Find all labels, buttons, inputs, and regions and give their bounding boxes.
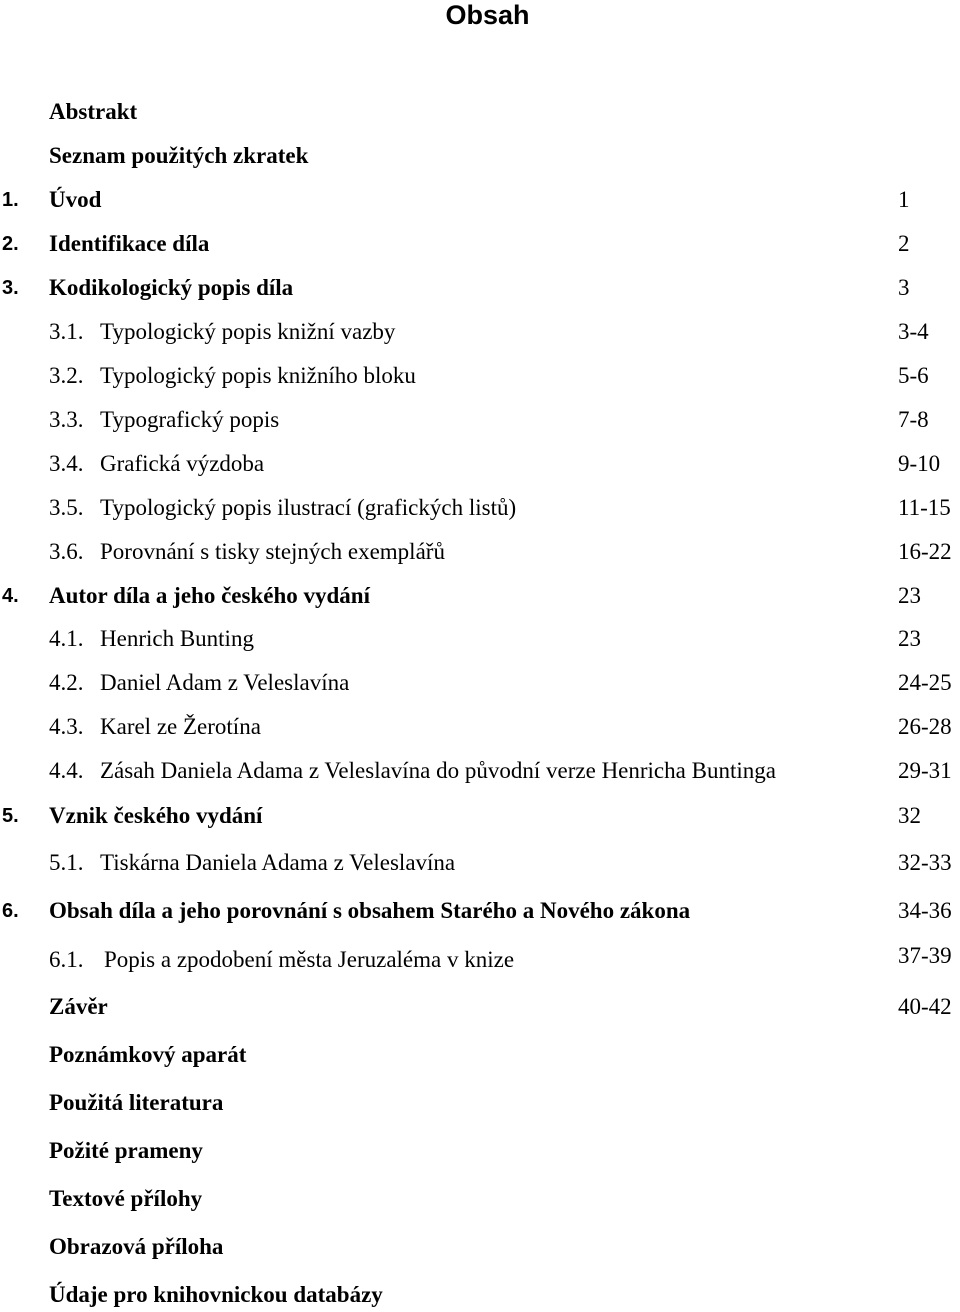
toc-entry-number: 3.1. (49, 319, 84, 344)
toc-entry-page: 2 (898, 231, 910, 256)
toc-entry-page: 24-25 (898, 670, 952, 695)
toc-entry-4-1 (0, 624, 960, 654)
toc-entry-5-1 (0, 848, 960, 878)
toc-entry-zaver (0, 992, 960, 1022)
toc-entry-2 (0, 229, 960, 259)
toc-entry-3-5 (0, 493, 960, 523)
toc-entry-label: Textové přílohy (49, 1186, 203, 1211)
toc-entry-page: 32 (898, 803, 921, 828)
toc-entry-3-2 (0, 361, 960, 391)
toc-entry-obrazova-priloha (0, 1232, 960, 1262)
toc-entry-label: Kodikologický popis díla (49, 275, 294, 300)
toc-entry-label: Tiskárna Daniela Adama z Veleslavína (100, 850, 456, 875)
toc-entry-label: Typologický popis knižního bloku (100, 363, 416, 388)
toc-entry-number: 3.2. (49, 363, 84, 388)
toc-entry-number: 1. (2, 189, 19, 211)
toc-entry-number: 5. (2, 805, 19, 827)
toc-entry-page: 5-6 (898, 363, 929, 388)
toc-entry-6-1 (0, 945, 960, 975)
toc-entry-number: 3. (2, 277, 19, 299)
toc-entry-page: 23 (898, 583, 921, 608)
toc-entry-label: Identifikace díla (49, 231, 210, 256)
toc-entry-label: Typologický popis knižní vazby (100, 319, 396, 344)
toc-entry-4-3 (0, 712, 960, 742)
toc-entry-label: Autor díla a jeho českého vydání (49, 583, 370, 608)
toc-entry-udaje-databaze (0, 1280, 960, 1310)
toc-entry-label: Obsah díla a jeho porovnání s obsahem Starého a Nového zákona (49, 898, 691, 923)
toc-entry-4 (0, 581, 960, 611)
toc-entry-3-6 (0, 537, 960, 567)
toc-entry-label: Popis a zpodobení města Jeruzaléma v knize (104, 947, 515, 972)
toc-entry-label: Úvod (49, 187, 102, 212)
toc-entry-3-4 (0, 449, 960, 479)
toc-entry-3 (0, 273, 960, 303)
toc-entry-number: 2. (2, 233, 19, 255)
toc-entry-label: Seznam použitých zkratek (49, 143, 309, 168)
toc-entry-number: 4. (2, 585, 19, 607)
page-title: Obsah (445, 0, 530, 30)
toc-entry-number: 4.2. (49, 670, 84, 695)
toc-entry-prameny (0, 1136, 960, 1166)
toc-entry-page: 1 (898, 187, 910, 212)
toc-entry-textove-prilohy (0, 1184, 960, 1214)
toc-entry-label: Karel ze Žerotína (100, 714, 261, 739)
toc-entry-4-2 (0, 668, 960, 698)
toc-entry-label: Henrich Bunting (100, 626, 254, 651)
toc-entry-6 (0, 896, 960, 926)
toc-entry-label: Požité prameny (49, 1138, 203, 1163)
toc-entry-number: 3.3. (49, 407, 84, 432)
toc-entry-number: 5.1. (49, 850, 84, 875)
toc-entry-page: 40-42 (898, 994, 952, 1019)
toc-entry-page: 16-22 (898, 539, 952, 564)
toc-entry-label: Údaje pro knihovnickou databázy (49, 1282, 383, 1307)
toc-entry-3-1 (0, 317, 960, 347)
toc-entry-3-3 (0, 405, 960, 435)
toc-entry-number: 3.4. (49, 451, 84, 476)
toc-entry-number: 4.3. (49, 714, 84, 739)
toc-entry-label: Závěr (49, 994, 108, 1019)
toc-entry-label: Porovnání s tisky stejných exemplářů (100, 539, 445, 564)
toc-entry-page: 7-8 (898, 407, 929, 432)
toc-entry-4-4 (0, 756, 960, 786)
toc-entry-label: Daniel Adam z Veleslavína (100, 670, 350, 695)
toc-entry-page: 34-36 (898, 898, 952, 923)
toc-entry-poznamkovy-aparat (0, 1040, 960, 1070)
toc-entry-abstrakt (0, 97, 960, 127)
toc-entry-number: 3.6. (49, 539, 84, 564)
toc-entry-label: Poznámkový aparát (49, 1042, 247, 1067)
toc-entry-page: 29-31 (898, 758, 952, 783)
toc-entry-label: Použitá literatura (49, 1090, 224, 1115)
toc-entry-page: 37-39 (898, 943, 952, 968)
toc-entry-label: Grafická výzdoba (100, 451, 265, 476)
toc-entry-label: Typologický popis ilustrací (grafických listů) (100, 495, 517, 520)
toc-entry-page: 23 (898, 626, 921, 651)
toc-entry-label: Vznik českého vydání (49, 803, 263, 828)
toc-entry-number: 4.4. (49, 758, 84, 783)
toc-entry-label: Abstrakt (49, 99, 138, 124)
toc-entry-number: 4.1. (49, 626, 84, 651)
toc-entry-page: 3 (898, 275, 910, 300)
toc-entry-1 (0, 185, 960, 215)
toc-entry-seznam-zkratek (0, 141, 960, 171)
toc-entry-label: Typografický popis (100, 407, 280, 432)
toc-entry-label: Obrazová příloha (49, 1234, 224, 1259)
toc-entry-label: Zásah Daniela Adama z Veleslavína do původní verze Henricha Buntinga (100, 758, 776, 783)
toc-entry-page: 32-33 (898, 850, 952, 875)
toc-entry-5 (0, 801, 960, 831)
toc-entry-number: 6. (2, 900, 19, 922)
toc-entry-number: 3.5. (49, 495, 84, 520)
toc-entry-number: 6.1. (49, 947, 84, 972)
toc-entry-page: 26-28 (898, 714, 952, 739)
toc-entry-page: 3-4 (898, 319, 929, 344)
toc-entry-page: 11-15 (898, 495, 951, 520)
toc-entry-pouzita-literatura (0, 1088, 960, 1118)
toc-entry-page: 9-10 (898, 451, 941, 476)
